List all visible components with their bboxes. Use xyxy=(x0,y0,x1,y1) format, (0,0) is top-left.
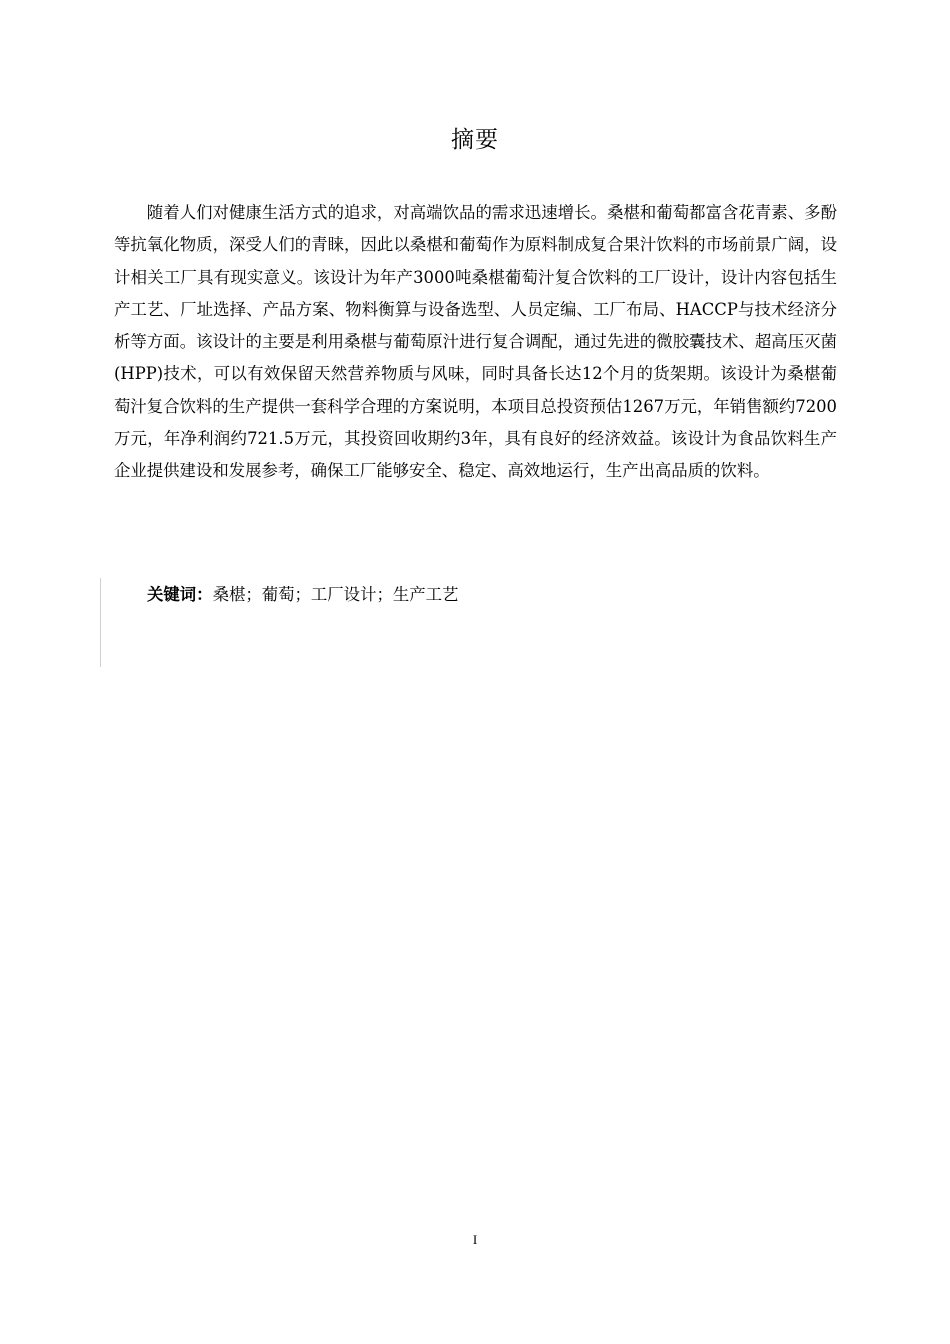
margin-marker-line xyxy=(100,578,101,667)
keywords-line xyxy=(147,579,458,611)
page-title: 摘要 xyxy=(451,127,499,153)
page-number: I xyxy=(472,1232,478,1247)
keywords-text: 桑椹；葡萄；工厂设计；生产工艺 xyxy=(212,585,459,604)
keywords-label: 关键词： xyxy=(147,585,213,604)
abstract-paragraph: 随着人们对健康生活方式的追求，对高端饮品的需求迅速增长。桑椹和葡萄都富含花青素、多酚等抗氧化物质，深受人们的青睐，因此以桑椹和葡萄作为原料制成复合果汁饮料的市场前景广阔，设计相关工厂具有现实意义。该设计为年产3000吨桑椹葡萄汁复合饮料的工厂设计，设计内容包括生产工艺、厂址选择、产品方案、物料衡算与设备选型、人员定编、工厂布局、HACCP与技术经济分析等方面。该设计的主要是利用桑椹与葡萄原汁进行复合调配，通过先进的微胶囊技术、超高压灭菌(HPP)技术，可以有效保留天然营养物质与风味，同时具备长达12个月的货架期。该设计为桑椹葡萄汁复合饮料的生产提供一套科学合理的方案说明，本项目总投资预估1267万元，年销售额约7200万元，年净利润约721.5万元，其投资回收期约3年，具有良好的经济效益。该设计为食品饮料生产企业提供建设和发展参考，确保工厂能够安全、稳定、高效地运行，生产出高品质的饮料。 xyxy=(114,203,837,481)
